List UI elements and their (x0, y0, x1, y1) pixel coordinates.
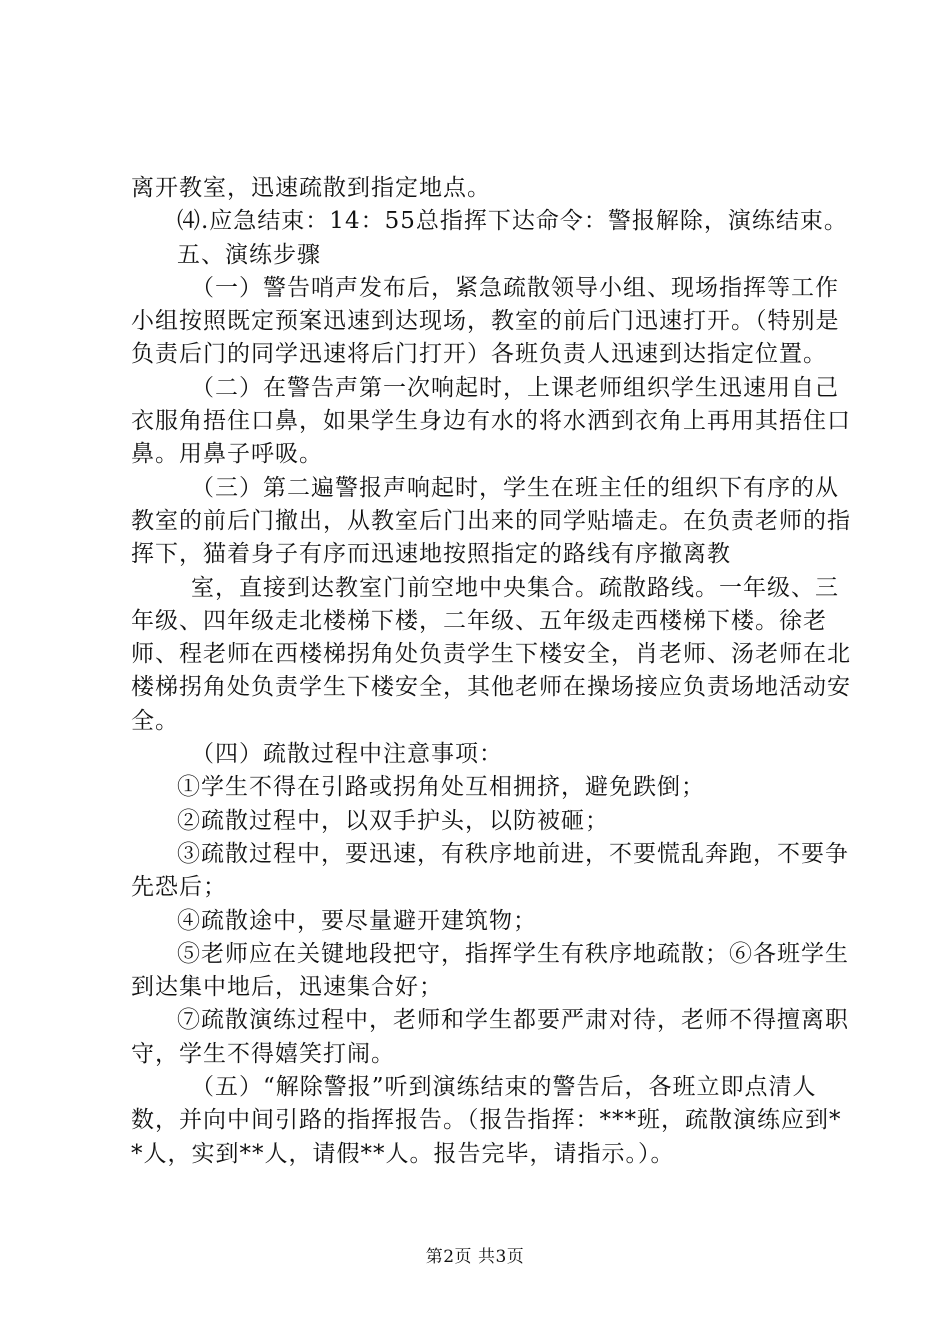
paragraph-continuation: 离开教室，迅速疏散到指定地点。 (131, 175, 491, 201)
list-item-note-4: ④疏散途中，要尽量避开建筑物； (177, 907, 537, 934)
list-item-note-7: ⑦疏散演练过程中，老师和学生都要严肃对待，老师不得擅离职守，学生不得嬉笑打闹。 (131, 1007, 849, 1067)
paragraph-step-1: （一）警告哨声发布后，紧急疏散领导小组、现场指挥等工作小组按照既定预案迅速到达现场，教室的前后门迅速打开。（特别是负责后门的同学迅速将后门打开）各班负责人迅速到达指定位置。 (131, 274, 840, 368)
paragraph-step-2: （二）在警告声第一次响起时，上课老师组织学生迅速用自己衣服角捂住口鼻，如果学生身边有水的将水洒到衣角上再用其捂住口鼻。用鼻子呼吸。 (131, 374, 851, 468)
list-item-note-2: ②疏散过程中，以双手护头，以防被砸； (177, 807, 609, 834)
list-item-note-3: ③疏散过程中，要迅速，有秩序地前进，不要慌乱奔跑，不要争先恐后； (131, 840, 849, 901)
list-item-note-1: ①学生不得在引路或拐角处互相拥挤，避免跌倒； (177, 774, 705, 801)
paragraph-step-5: （五）“解除警报”听到演练结束的警告后，各班立即点清人数，并向中间引路的指挥报告。（报告指挥：***班，疏散演练应到**人，实到**人，请假**人。报告完毕，请指示。）。 (131, 1074, 842, 1167)
paragraph-emergency-end: ⑷.应急结束：14：55总指挥下达命令：警报解除，演练结束。 (177, 208, 848, 235)
paragraph-step-4-heading: （四）疏散过程中注意事项： (191, 741, 503, 768)
paragraph-step-3-continued: 室，直接到达教室门前空地中央集合。疏散路线。一年级、三年级、四年级走北楼梯下楼，二年级、五年级走西楼梯下楼。徐老师、程老师在西楼梯拐角处负责学生下楼安全，肖老师、汤老师在北楼梯拐角处负责学生下楼安全，其他老师在操场接应负责场地活动安全。 (131, 574, 851, 734)
list-item-note-5-6: ⑤老师应在关键地段把守，指挥学生有秩序地疏散；⑥各班学生到达集中地后，迅速集合好； (131, 940, 849, 1001)
page-number-label: 第2页 共3页 (425, 1247, 525, 1267)
document-body (131, 172, 851, 1171)
page-footer (0, 1242, 950, 1267)
paragraph-step-3: （三）第二遍警报声响起时，学生在班主任的组织下有序的从教室的前后门撤出，从教室后门出来的同学贴墙走。在负责老师的指挥下，猫着身子有序而迅速地按照指定的路线有序撤离教 (131, 474, 851, 568)
section-heading-drill-steps: 五、演练步骤 (177, 241, 321, 268)
